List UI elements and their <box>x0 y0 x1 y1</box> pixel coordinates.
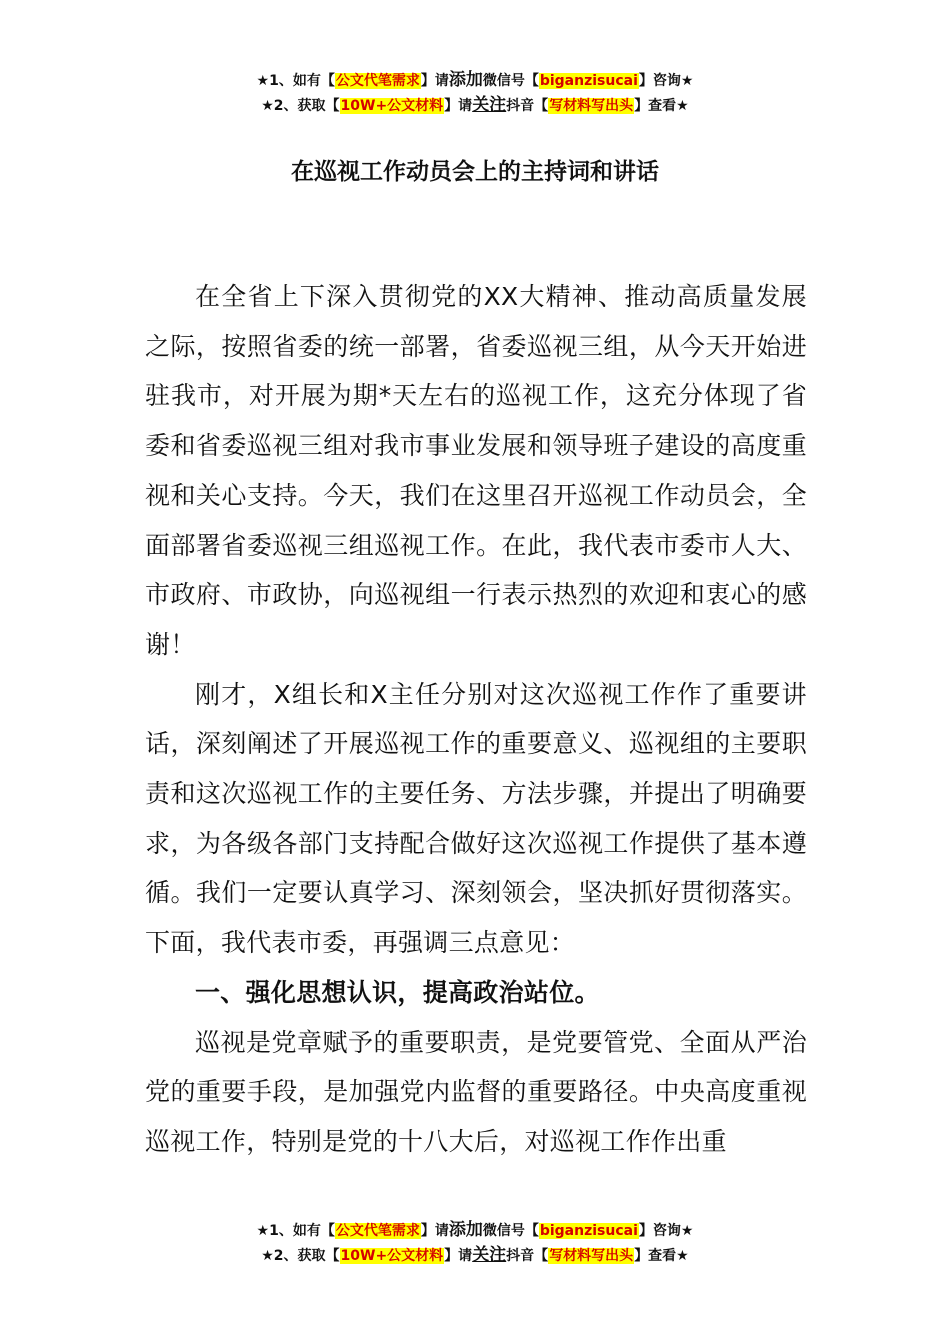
paragraph-section-1: 巡视是党章赋予的重要职责，是党要管党、全面从严治党的重要手段，是加强党内监督的重要路径。中央高度重视巡视工作，特别是党的十八大后，对巡视工作作出重 <box>145 1027 807 1156</box>
top-banner <box>0 68 950 118</box>
banner-line-2 <box>0 93 950 118</box>
section-heading-1: 一、强化思想认识，提高政治站位。 <box>195 977 600 1007</box>
banner-text: 微信号【 <box>482 1223 539 1239</box>
banner-emphasis: 关注 <box>472 95 507 115</box>
paragraph-remarks: 刚才，X组长和X主任分别对这次巡视工作作了重要讲话，深刻阐述了开展巡视工作的重要意义、巡视组的主要职责和这次巡视工作的主要任务、方法步骤，并提出了明确要求，为各级各部门支持配合做好这次巡视工作提供了基本遵循。我们一定要认真学习、深刻领会，坚决抓好贯彻落实。下面，我代表市委，再强调三点意见： <box>145 679 807 958</box>
banner-text: 微信号【 <box>482 73 539 89</box>
banner-text: 】查看★ <box>634 1248 689 1264</box>
banner-highlight: 公文代笔需求 <box>335 73 420 89</box>
banner-text: 】请 <box>444 98 473 114</box>
banner-text: 】咨询★ <box>638 73 694 89</box>
banner-text: ★2、获取【 <box>261 98 340 114</box>
banner-highlight: biganzisucai <box>539 73 638 89</box>
banner-emphasis: 添加 <box>448 70 483 90</box>
banner-text: 】咨询★ <box>638 1223 694 1239</box>
document-body <box>145 272 807 1167</box>
banner-text: 】请 <box>420 73 449 89</box>
document-title: 在巡视工作动员会上的主持词和讲话 <box>291 159 659 185</box>
banner-text: 】查看★ <box>634 98 689 114</box>
banner-emphasis: 关注 <box>472 1245 507 1265</box>
paragraph-intro: 在全省上下深入贯彻党的XX大精神、推动高质量发展之际，按照省委的统一部署，省委巡视三组，从今天开始进驻我市，对开展为期*天左右的巡视工作，这充分体现了省委和省委巡视三组对我市事业发展和领导班子建设的高度重视和关心支持。今天，我们在这里召开巡视工作动员会，全面部署省委巡视三组巡视工作。在此，我代表市委市人大、市政府、市政协，向巡视组一行表示热烈的欢迎和衷心的感谢！ <box>145 282 807 659</box>
banner-text: 抖音【 <box>506 98 549 114</box>
banner-line-1 <box>0 1218 950 1243</box>
banner-text: ★1、如有【 <box>256 1223 335 1239</box>
banner-highlight: 10W+公文材料 <box>340 98 444 114</box>
banner-text: 抖音【 <box>506 1248 549 1264</box>
banner-highlight: 公文代笔需求 <box>335 1223 420 1239</box>
banner-highlight: 写材料写出头 <box>549 1248 634 1264</box>
banner-text: 】请 <box>420 1223 449 1239</box>
bottom-banner <box>0 1218 950 1268</box>
banner-text: 】请 <box>444 1248 473 1264</box>
banner-highlight: 写材料写出头 <box>549 98 634 114</box>
banner-line-2 <box>0 1243 950 1268</box>
banner-highlight: biganzisucai <box>539 1223 638 1239</box>
banner-highlight: 10W+公文材料 <box>340 1248 444 1264</box>
banner-emphasis: 添加 <box>448 1220 483 1240</box>
banner-line-1 <box>0 68 950 93</box>
banner-text: ★2、获取【 <box>261 1248 340 1264</box>
banner-text: ★1、如有【 <box>256 73 335 89</box>
